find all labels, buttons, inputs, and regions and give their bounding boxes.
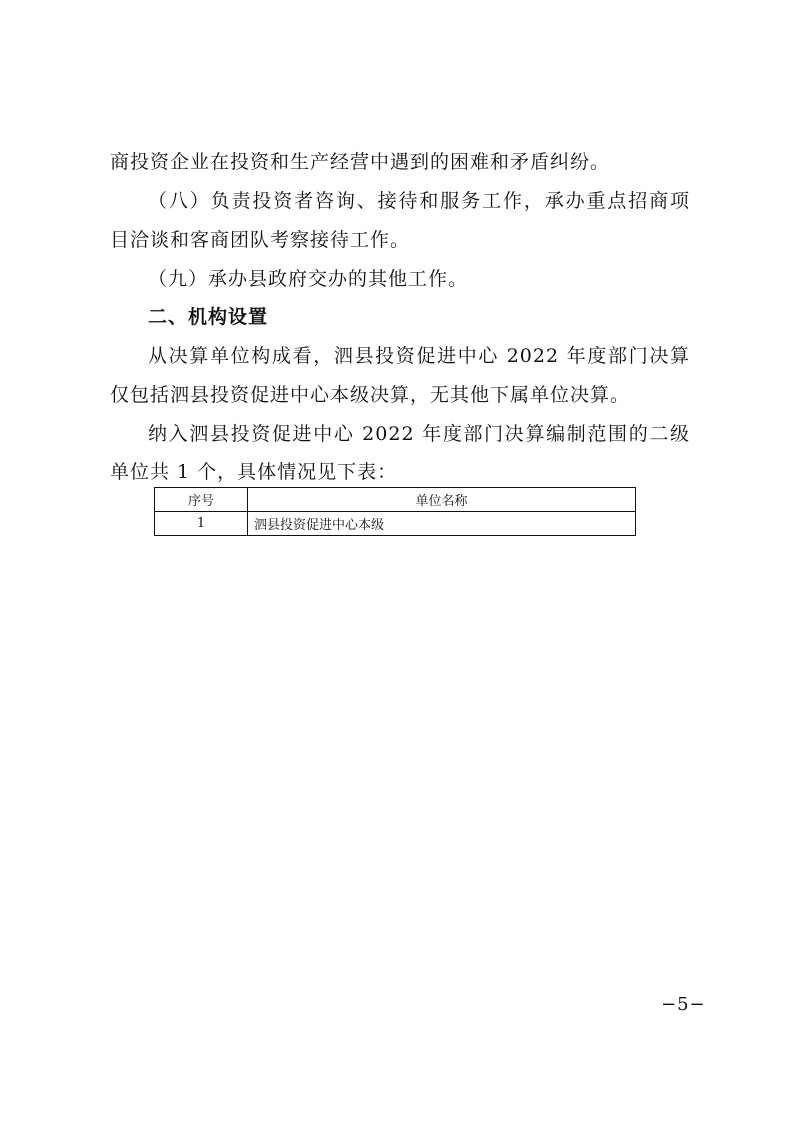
paragraph-item-9: （九）承办县政府交办的其他工作。 (148, 268, 469, 290)
paragraph-item-8-line-1: （八）负责投资者咨询、接待和服务工作，承办重点招商项 (148, 190, 690, 212)
table-header-row (155, 488, 636, 512)
paragraph-composition-line-1: 从决算单位构成看，泗县投资促进中心 2022 年度部门决算 (148, 345, 690, 367)
page-number: −5− (661, 994, 706, 1015)
header-serial-number: 序号 (155, 488, 248, 512)
paragraph-scope-line-2: 单位共 1 个，具体情况见下表： (110, 461, 398, 483)
paragraph-item-8-line-2: 目洽谈和客商团队考察接待工作。 (110, 229, 411, 251)
paragraph-scope-line-1: 纳入泗县投资促进中心 2022 年度部门决算编制范围的二级 (148, 423, 690, 445)
cell-unit-name: 泗县投资促进中心本级 (248, 512, 636, 536)
paragraph-continuation: 商投资企业在投资和生产经营中遇到的困难和矛盾纠纷。 (110, 151, 611, 173)
cell-serial-number: 1 (155, 512, 248, 536)
unit-table (154, 487, 636, 536)
header-unit-name: 单位名称 (248, 488, 636, 512)
paragraph-composition-line-2: 仅包括泗县投资促进中心本级决算，无其他下属单位决算。 (110, 384, 631, 406)
section-heading: 二、机构设置 (148, 306, 269, 328)
table-row (155, 512, 636, 536)
